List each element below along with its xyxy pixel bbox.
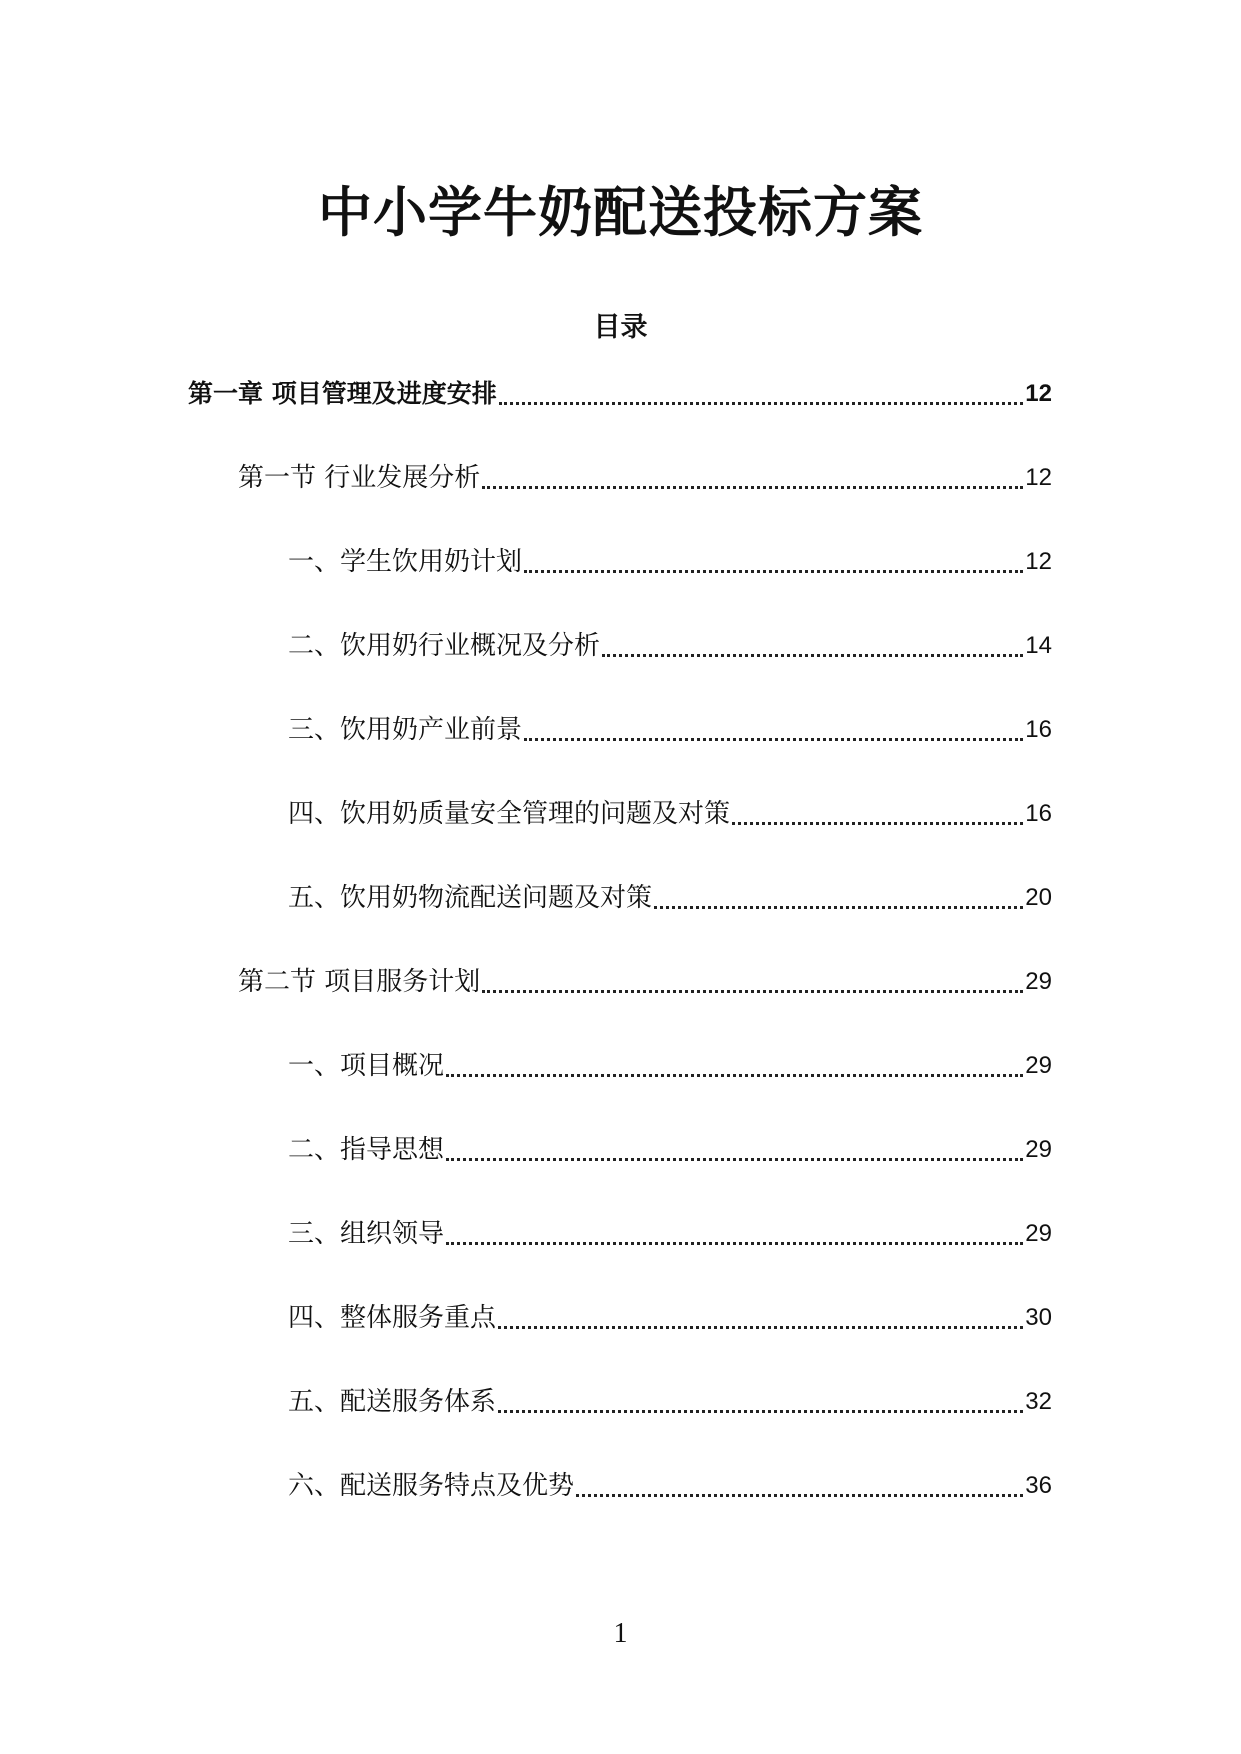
toc-entry-text: 二、指导思想 — [288, 1135, 445, 1165]
toc-entry-page: 16 — [1025, 716, 1052, 743]
toc-dot-leader — [732, 794, 1023, 825]
toc-entry-page: 14 — [1025, 632, 1052, 659]
toc-dot-leader — [482, 962, 1023, 993]
toc-entry-page: 32 — [1025, 1388, 1052, 1415]
toc-entry-page: 29 — [1025, 968, 1052, 995]
toc-entry-text: 第一章 项目管理及进度安排 — [188, 379, 497, 408]
toc-dot-leader — [499, 374, 1024, 405]
toc-dot-leader — [446, 1214, 1023, 1245]
toc-entry-text: 三、组织领导 — [288, 1219, 445, 1249]
toc-entry-text: 一、项目概况 — [288, 1051, 445, 1081]
toc-dot-leader — [446, 1046, 1023, 1077]
toc-entry[interactable] — [0, 374, 1241, 458]
toc-entry[interactable] — [0, 626, 1241, 710]
toc-entry-page: 12 — [1025, 548, 1052, 575]
toc-dot-leader — [482, 458, 1023, 489]
toc-dot-leader — [654, 878, 1023, 909]
toc-entry-page: 29 — [1025, 1136, 1052, 1163]
toc-entry-text: 第一节 行业发展分析 — [238, 463, 481, 493]
toc-entry-text: 五、配送服务体系 — [288, 1387, 497, 1417]
toc-entry-page: 16 — [1025, 800, 1052, 827]
toc-entry-text: 四、整体服务重点 — [288, 1303, 497, 1333]
toc-entry[interactable] — [0, 710, 1241, 794]
toc-entry[interactable] — [0, 878, 1241, 962]
table-of-contents — [0, 374, 1241, 1550]
toc-entry-text: 三、饮用奶产业前景 — [288, 715, 523, 745]
toc-entry[interactable] — [0, 1382, 1241, 1466]
toc-entry-page: 36 — [1025, 1472, 1052, 1499]
toc-entry-text: 一、学生饮用奶计划 — [288, 547, 523, 577]
toc-entry-page: 30 — [1025, 1304, 1052, 1331]
document-title: 中小学牛奶配送投标方案 — [318, 181, 923, 244]
toc-dot-leader — [498, 1382, 1023, 1413]
toc-entry[interactable] — [0, 1466, 1241, 1550]
toc-entry[interactable] — [0, 1130, 1241, 1214]
toc-entry-text: 二、饮用奶行业概况及分析 — [288, 631, 601, 661]
toc-entry-page: 29 — [1025, 1220, 1052, 1247]
toc-entry-page: 29 — [1025, 1052, 1052, 1079]
toc-heading: 目录 — [593, 312, 648, 343]
toc-dot-leader — [498, 1298, 1023, 1329]
toc-dot-leader — [524, 542, 1023, 573]
toc-entry-page: 20 — [1025, 884, 1052, 911]
toc-entry-page: 12 — [1025, 380, 1052, 407]
toc-dot-leader — [576, 1466, 1023, 1497]
toc-entry-text: 四、饮用奶质量安全管理的问题及对策 — [288, 799, 731, 829]
toc-entry-text: 六、配送服务特点及优势 — [288, 1471, 575, 1501]
toc-dot-leader — [602, 626, 1023, 657]
toc-entry[interactable] — [0, 794, 1241, 878]
toc-entry-page: 12 — [1025, 464, 1052, 491]
toc-dot-leader — [446, 1130, 1023, 1161]
toc-dot-leader — [524, 710, 1023, 741]
toc-entry[interactable] — [0, 458, 1241, 542]
toc-entry[interactable] — [0, 1046, 1241, 1130]
toc-entry[interactable] — [0, 962, 1241, 1046]
toc-entry[interactable] — [0, 542, 1241, 626]
toc-entry-text: 五、饮用奶物流配送问题及对策 — [288, 883, 653, 913]
toc-entry[interactable] — [0, 1298, 1241, 1382]
toc-entry-text: 第二节 项目服务计划 — [238, 967, 481, 997]
toc-entry[interactable] — [0, 1214, 1241, 1298]
page-number: 1 — [613, 1618, 628, 1649]
